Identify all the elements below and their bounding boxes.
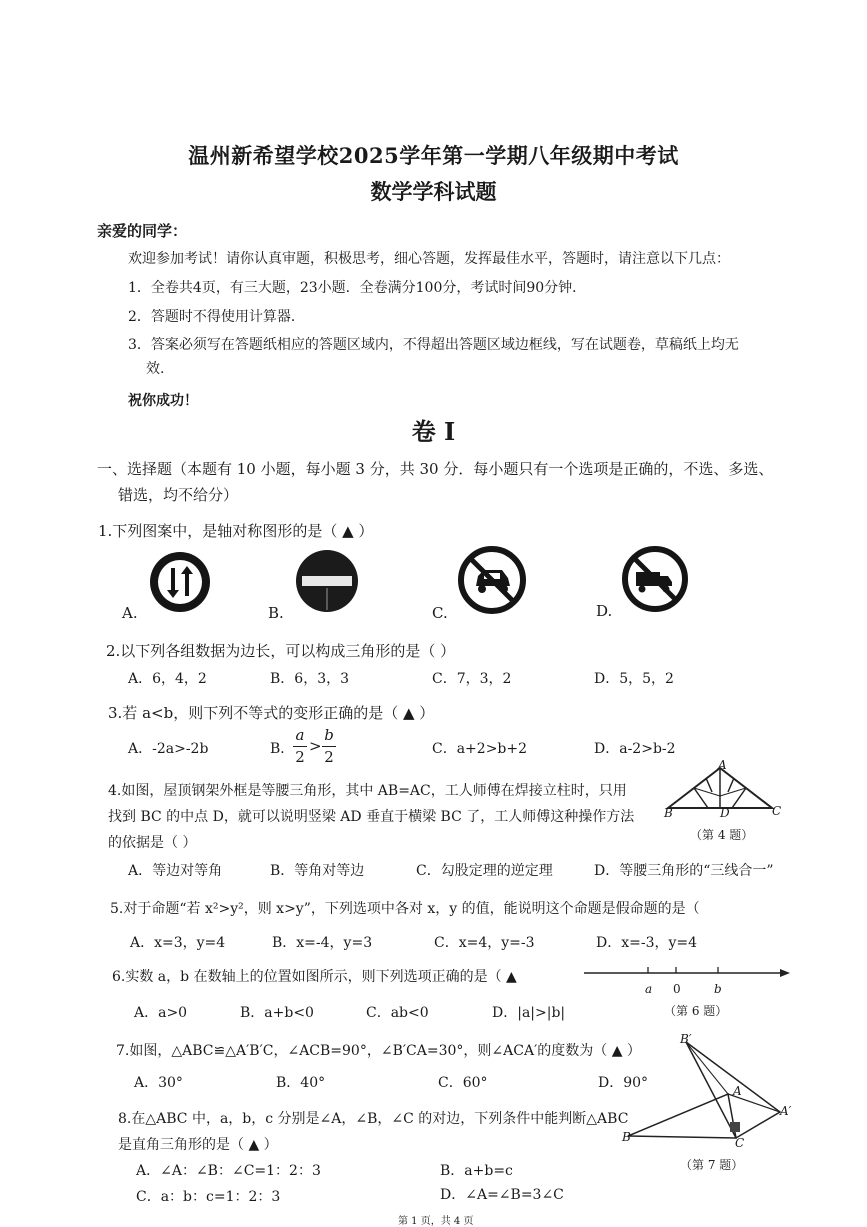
- q4-line-1: 4.如图，屋顶钢架外框是等腰三角形，其中 AB=AC，工人师傅在焊接立柱时，只用: [108, 783, 627, 799]
- q6-option-b: B．a+b<0: [240, 1005, 314, 1021]
- q6-axis-label-0: 0: [673, 982, 681, 996]
- q3-option-a: A．-2a>-2b: [128, 741, 209, 757]
- q3-option-b: B．: [270, 741, 295, 757]
- note-2: 2．答题时不得使用计算器．: [128, 309, 305, 325]
- page-footer: 第 1 页，共 4 页: [398, 1216, 474, 1227]
- q8-option-b: B．a+b=c: [440, 1163, 513, 1179]
- q3-stem: 3.若 a<b，则下列不等式的变形正确的是（ ▲ ）: [108, 704, 435, 722]
- q4-option-d: D．等腰三角形的“三线合一”: [594, 863, 774, 879]
- no-cars-sign-icon: [458, 546, 526, 614]
- q2-option-a: A．6，4，2: [128, 671, 207, 687]
- q6-axis-label-a: a: [645, 982, 653, 996]
- q1-option-d: D.: [596, 602, 613, 620]
- no-trucks-sign-icon: [622, 546, 688, 612]
- one-way-two-way-sign-icon: [148, 550, 212, 614]
- q7-label-c: C: [735, 1136, 745, 1150]
- q3-b-denominator-1: 2: [295, 748, 305, 766]
- q7-option-c: C．60°: [438, 1075, 488, 1091]
- q4-line-2: 找到 BC 的中点 D，就可以说明竖梁 AD 垂直于横梁 BC 了，工人师傅这种操作方法: [108, 809, 635, 825]
- q3-b-numerator-a: a: [295, 726, 305, 744]
- note-1: 1．全卷共4页，有三大题，23小题．全卷满分100分，考试时间90分钟．: [128, 280, 587, 296]
- q2-option-c: C．7，3，2: [432, 671, 512, 687]
- q3-option-d: D．a-2>b-2: [594, 741, 676, 757]
- q1-option-b: B.: [268, 604, 284, 622]
- q7-label-a: A: [733, 1084, 742, 1098]
- q8-line-1: 8.在△ABC 中，a，b，c 分别是∠A，∠B，∠C 的对边，下列条件中能判断△ABC: [118, 1111, 629, 1127]
- q7-stem: 7.如图，△ABC≌△A′B′C，∠ACB=90°，∠B′CA=30°，则∠ACA′的度数为（ ▲ ）: [116, 1043, 641, 1059]
- q2-option-b: B．6，3，3: [270, 671, 350, 687]
- q3-b-fraction-bar-2: [322, 746, 336, 747]
- q6-option-c: C．ab<0: [366, 1005, 429, 1021]
- q7-option-a: A．30°: [134, 1075, 183, 1091]
- q6-option-d: D．|a|>|b|: [492, 1005, 566, 1021]
- section-heading-cont: 错选，均不给分）: [118, 486, 239, 504]
- q7-option-b: B．40°: [276, 1075, 326, 1091]
- q6-caption: （第 6 题）: [664, 1004, 728, 1018]
- q3-option-c: C．a+2>b+2: [432, 741, 528, 757]
- q7-label-b: B: [622, 1130, 631, 1144]
- q4-option-a: A．等边对等角: [128, 863, 223, 879]
- q3-b-relation: >: [309, 737, 322, 755]
- q1-option-c: C.: [432, 604, 448, 622]
- q3-b-fraction-bar-1: [293, 746, 307, 747]
- q4-option-b: B．等角对等边: [270, 863, 365, 879]
- q7-label-b-prime: B′: [680, 1032, 692, 1046]
- no-entry-sign-icon: [294, 548, 360, 614]
- q4-line-3: 的依据是（ ）: [108, 835, 197, 851]
- q3-b-denominator-2: 2: [324, 748, 334, 766]
- q8-option-c: C．a：b：c=1：2：3: [136, 1189, 281, 1205]
- note-3: 3．答案必须写在答题纸相应的答题区域内，不得超出答题区域边框线，写在试题卷，草稿纸上均无: [128, 337, 739, 353]
- q4-label-d: D: [720, 806, 730, 820]
- q6-number-line: [580, 962, 792, 982]
- q6-axis-label-b: b: [714, 982, 722, 996]
- section-heading: 一、选择题（本题有 10 小题，每小题 3 分，共 30 分．每小题只有一个选项是正确的，不选、多选、: [97, 460, 774, 478]
- wish: 祝你成功！: [128, 393, 198, 409]
- q1-option-a: A.: [122, 604, 138, 622]
- q6-option-a: A．a>0: [134, 1005, 188, 1021]
- q4-caption: （第 4 题）: [690, 828, 754, 842]
- q7-option-d: D．90°: [598, 1075, 649, 1091]
- q7-label-a-prime: A′: [780, 1104, 792, 1118]
- q6-stem: 6.实数 a，b 在数轴上的位置如图所示，则下列选项正确的是（ ▲: [112, 969, 517, 985]
- q5-stem: 5.对于命题“若 x²>y²，则 x>y”，下列选项中各对 x，y 的值，能说明这个命题是假命题的是（: [110, 901, 700, 917]
- q2-stem: 2.以下列各组数据为边长，可以构成三角形的是（ ）: [106, 642, 456, 660]
- q1-stem: 1.下列图案中，是轴对称图形的是（ ▲ ）: [98, 522, 374, 540]
- volume-heading: 卷 I: [411, 417, 456, 446]
- q4-option-c: C．勾股定理的逆定理: [416, 863, 553, 879]
- q5-option-b: B．x=-4，y=3: [272, 935, 373, 951]
- welcome-text: 欢迎参加考试！请你认真审题，积极思考，细心答题，发挥最佳水平，答题时，请注意以下几点：: [128, 251, 730, 267]
- note-3-cont: 效.: [146, 361, 165, 377]
- exam-subtitle: 数学学科试题: [370, 179, 497, 204]
- q8-option-d: D．∠A=∠B=3∠C: [440, 1187, 564, 1203]
- q3-b-numerator-b: b: [324, 726, 334, 744]
- q5-option-a: A．x=3，y=4: [130, 935, 226, 951]
- exam-title: 温州新希望学校2025学年第一学期八年级期中考试: [188, 143, 679, 168]
- q4-label-c: C: [772, 804, 782, 818]
- q4-label-a: A: [718, 758, 727, 772]
- q4-label-b: B: [664, 806, 673, 820]
- q8-line-2: 是直角三角形的是（ ▲ ）: [118, 1137, 278, 1153]
- q7-caption: （第 7 题）: [680, 1158, 744, 1172]
- q5-option-d: D．x=-3，y=4: [596, 935, 698, 951]
- q7-triangles-figure: [620, 1034, 790, 1154]
- q8-option-a: A．∠A：∠B：∠C=1：2：3: [136, 1163, 321, 1179]
- q2-option-d: D．5，5，2: [594, 671, 674, 687]
- q5-option-c: C．x=4，y=-3: [434, 935, 535, 951]
- greeting: 亲爱的同学：: [97, 222, 188, 240]
